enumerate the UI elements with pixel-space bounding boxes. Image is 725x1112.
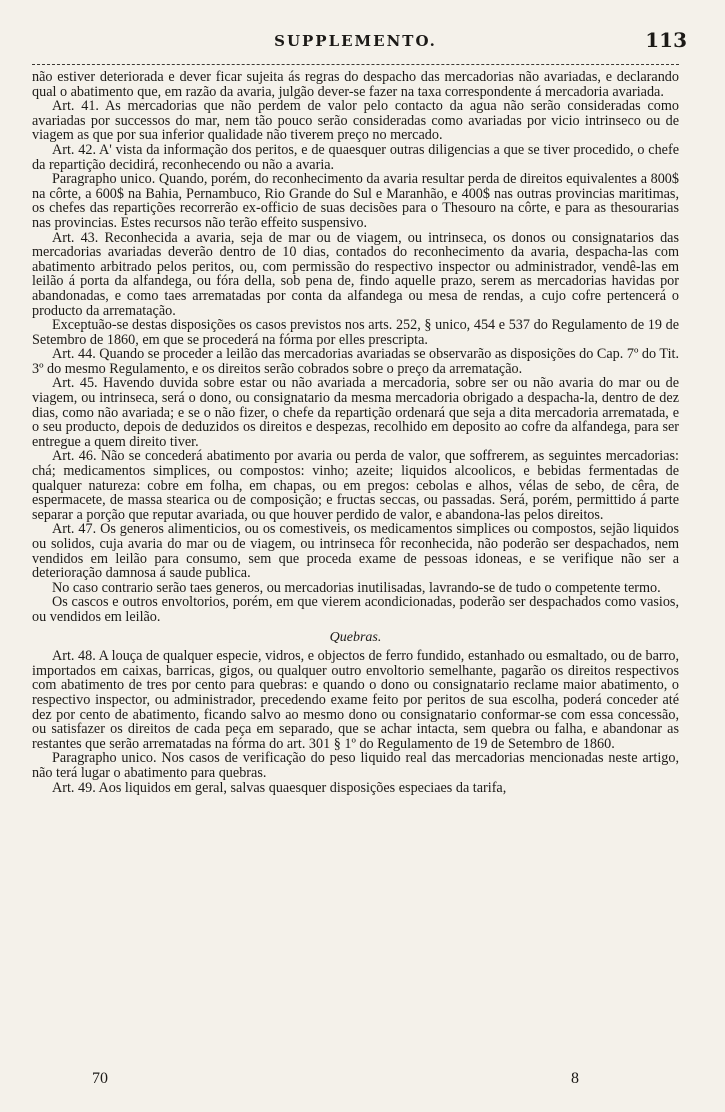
paragraph: Exceptuão-se destas disposições os casos previstos nos arts. 252, § unico, 454 e 537 do Regulamento de 19 de Setembro de 1860, em que se procederá na fórma por elles prescripta. xyxy=(32,317,679,348)
paragraph: Art. 48. A louça de qualquer especie, vidros, e objectos de ferro fundido, estanhado ou esmaltado, ou de barro, importados em caixas, barricas, gigos, ou qualquer outro envoltorio semelhante, pagarão os direitos respectivos com abatimento de tres por cento para quebras: e quando o dono ou consignatario reclame maior abatimento, o respectivo inspector, ou administrador, precedendo exame feito por peritos de sua escolha, poderá conceder até dez por cento de abatimento, ficando salvo ao mesmo dono ou consignatario conformar-se com essa concessão, ou satisfazer os direitos de cada peça em separado, que se achar intacta, sem quebra ou falha, e abandonar as restantes que serão arrematadas na fórma do art. 301 § 1º do Regulamento de 19 de Setembro de 1860. xyxy=(32,648,679,752)
running-title: SUPPLEMENTO. xyxy=(274,32,437,50)
section-heading: Quebras. xyxy=(329,629,382,645)
footer-signature-mark: 8 xyxy=(571,1070,579,1087)
paragraph: Art. 49. Aos liquidos em geral, salvas quaesquer disposições especiaes da tarifa, xyxy=(52,779,507,796)
header-rule xyxy=(32,64,679,65)
paragraph: Art. 41. As mercadorias que não perdem de valor pelo contacto da agua não serão consideradas como avariadas por successos do mar, nem tão pouco serão consideradas como avariadas por vicio intrinseco ou de viagem as que por sua inferior qualidade não tiverem preço no mercado. xyxy=(32,98,679,144)
paragraph: Os cascos e outros envoltorios, porém, em que vierem acondicionadas, poderão ser despachados como vasios, ou vendidos em leilão. xyxy=(32,594,679,625)
page-header xyxy=(32,28,687,58)
paragraph: Art. 46. Não se concederá abatimento por avaria ou perda de valor, que soffrerem, as seguintes mercadorias: chá; medicamentos simplices, ou compostos: vinho; azeite; liquidos alcoolicos, e bebidas fermentadas de qualquer natureza: cobre em folha, em chapas, ou em pregos: cebolas e alhos, vélas de sebo, de cêra, de espermacete, de massa stearica ou de composição; e fructas seccas, ou passadas. Será, porém, permittido á parte separar a porção que reputar avariada, ou que houver perdido de valor, e abandona-las pelos direitos. xyxy=(32,448,679,523)
page-footer xyxy=(32,1070,679,1090)
paragraph: Art. 42. A' vista da informação dos peritos, e de quaesquer outras diligencias a que se tiver procedido, o chefe da repartição decidirá, reconhecendo ou não a avaria. xyxy=(32,141,679,173)
paragraph: Art. 43. Reconhecida a avaria, seja de mar ou de viagem, ou intrinseca, os donos ou consignatarios das mercadorias avariadas deverão dentro de 10 dias, contados do reconhecimento da avaria, despacha-las com abatimento arbitrado pelos peritos, ou, com permissão do respectivo inspector ou administrador, vendê-las em leilão á porta da alfandega, ou fóra della, sob pena de, findo aquelle prazo, serem as mercadorias havidas por abandonadas, e como taes arrematadas por conta da alfandega ou mesa de rendas, a cujo cofre pertencerá o producto da arrematação. xyxy=(32,229,679,319)
paragraph: No caso contrario serão taes generos, ou mercadorias inutilisadas, lavrando-se de tudo o competente termo. xyxy=(52,579,661,596)
paragraph: Paragrapho unico. Quando, porém, do reconhecimento da avaria resultar perda de direitos equivalentes a 800$ na côrte, a 600$ na Bahia, Pernambuco, Rio Grande do Sul e Maranhão, e 400$ nas outras provincias maritimas, os chefes das repartições recorrerão ex-officio de suas decisões para o Thesouro na côrte, e para as thesourarias nas provincias. Estes recursos não terão effeito suspensivo. xyxy=(32,171,679,231)
page-number: 113 xyxy=(645,28,687,52)
page-body xyxy=(32,70,679,795)
paragraph: Art. 44. Quando se proceder a leilão das mercadorias avariadas se observarão as disposições do Cap. 7º do Tit. 3º do mesmo Regulamento, e os direitos serão cobrados sobre o preço da arrematação. xyxy=(32,346,679,377)
paragraph: Art. 47. Os generos alimenticios, ou os comestiveis, os medicamentos simplices ou compostos, sejão liquidos ou solidos, cuja avaria do mar ou de viagem, ou intrinseca fôr reconhecida, não poderão ser despachados, nem vendidos em leilão para consumo, sem que proceda exame de pessoas idoneas, e se verifique não ser a deterioração damnosa á saude publica. xyxy=(32,521,679,582)
paragraph: não estiver deteriorada e dever ficar sujeita ás regras do despacho das mercadorias não avariadas, e declarando qual o abatimento que, em razão da avaria, julgão dever-se fazer na taxa correspondente á mercadoria avariada. xyxy=(32,69,679,100)
paragraph: Art. 45. Havendo duvida sobre estar ou não avariada a mercadoria, sobre ser ou não avaria do mar ou de viagem, ou intrinseca, será o dono, ou consignatario da mesma mercadoria obrigado a despacha-la, dentro de dez dias, como não avariada; e se o não fizer, o chefe da repartição ordenará que seja a dita mercadoria arrematada, e o seu producto, depois de deduzidos os direitos e despezas, recolhido em deposito ao cofre da alfandega, para ser entregue a quem direito tiver. xyxy=(32,375,679,450)
paragraph: Paragrapho unico. Nos casos de verificação do peso liquido real das mercadorias mencionadas neste artigo, não terá lugar o abatimento para quebras. xyxy=(32,750,679,781)
footer-left-number: 70 xyxy=(92,1070,108,1087)
